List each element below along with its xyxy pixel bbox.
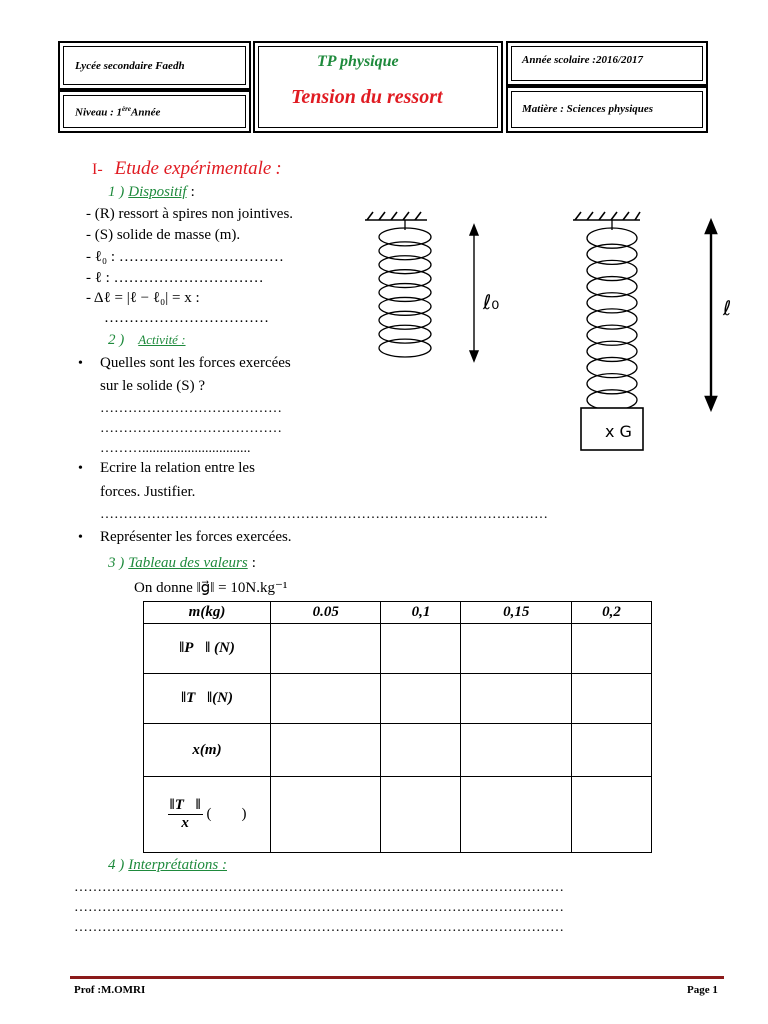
dispositif-line-3: - ℓ₀ : …………………………… <box>86 249 284 265</box>
section-colon: : <box>275 158 282 179</box>
row-label-t: ‖T⃗‖(N) <box>144 674 271 724</box>
tp-label: TP physique <box>317 53 399 70</box>
bullet-3: • <box>78 530 83 545</box>
dispositif-title: Dispositif <box>128 184 187 200</box>
mass-1: 0.05 <box>271 602 381 624</box>
ratio-unit: ( ) <box>206 805 247 822</box>
level-sup: ère <box>122 105 131 113</box>
ceiling-right <box>573 212 640 220</box>
activite-heading <box>108 331 186 349</box>
interpretation-dots-3: …………………………………………………………………………………………… <box>74 920 564 935</box>
interpretation-dots-1: …………………………………………………………………………………………… <box>74 880 564 895</box>
cell-empty[interactable] <box>271 776 381 852</box>
mass-2: 0,1 <box>381 602 461 624</box>
tableau-colon: : <box>251 555 256 571</box>
interpretations-title: Interprétations : <box>128 857 227 873</box>
values-table <box>143 601 652 853</box>
dispositif-heading <box>108 183 195 201</box>
year-box <box>506 41 708 86</box>
cell-empty[interactable] <box>381 776 461 852</box>
question-1a: Quelles sont les forces exercées <box>100 355 291 371</box>
cell-empty[interactable] <box>271 724 381 776</box>
ratio-numerator: ‖T⃗‖ <box>169 796 201 813</box>
table-row <box>144 624 652 674</box>
dispositif-line-1: - (R) ressort à spires non jointives. <box>86 206 294 222</box>
interpretations-heading <box>108 856 227 874</box>
interpretations-number: 4 ) <box>108 857 125 873</box>
label-g: x G <box>605 422 632 441</box>
cell-empty[interactable] <box>571 674 651 724</box>
question-2b: forces. Justifier. <box>100 484 196 500</box>
ratio-denominator: x <box>181 814 189 831</box>
tableau-title: Tableau des valeurs <box>128 555 248 571</box>
arrow-l <box>706 221 716 409</box>
level-box <box>58 90 251 133</box>
mass-4: 0,2 <box>571 602 651 624</box>
tableau-number: 3 ) <box>108 555 125 571</box>
cell-empty[interactable] <box>571 624 651 674</box>
label-l0: ℓ₀ <box>483 290 500 314</box>
question-1b: sur le solide (S) ? <box>100 378 205 394</box>
section-roman: I- <box>92 161 103 178</box>
dispositif-line-5: - Δℓ = |ℓ − ℓ₀| = x : <box>86 290 200 306</box>
cell-empty[interactable] <box>461 674 571 724</box>
cell-empty[interactable] <box>381 724 461 776</box>
answer-dots-1: ………………………………… <box>100 401 282 416</box>
spring-right <box>587 220 637 410</box>
interpretation-dots-2: …………………………………………………………………………………………… <box>74 900 564 915</box>
dispositif-number: 1 ) <box>108 184 125 200</box>
ceiling-left <box>365 212 427 220</box>
level-text <box>75 105 160 119</box>
level-prefix: Niveau : 1 <box>75 106 123 119</box>
answer-dots-4: …………………………………………………………………………………… <box>100 507 548 522</box>
table-row <box>144 602 652 624</box>
row-label-ratio <box>144 776 271 852</box>
dispositif-colon: : <box>190 184 195 200</box>
activite-number: 2 ) <box>108 332 125 348</box>
bullet-1: • <box>78 356 83 371</box>
footer-prof: Prof :M.OMRI <box>74 984 146 996</box>
answer-dots-2: ………………………………… <box>100 421 282 436</box>
cell-empty[interactable] <box>381 674 461 724</box>
question-3: Représenter les forces exercées. <box>100 529 292 545</box>
given-value: On donne ‖g⃗‖ = 10N.kg⁻¹ <box>134 580 288 596</box>
school-year: Année scolaire :2016/2017 <box>522 54 643 66</box>
spring-figure <box>355 205 745 460</box>
mass-3: 0,15 <box>461 602 571 624</box>
row-label-x: x(m) <box>144 724 271 776</box>
section-title: Etude expérimentale <box>114 158 272 179</box>
cell-empty[interactable] <box>381 624 461 674</box>
label-l: ℓ <box>723 296 732 320</box>
cell-empty[interactable] <box>571 776 651 852</box>
cell-empty[interactable] <box>461 776 571 852</box>
cell-empty[interactable] <box>271 624 381 674</box>
level-suffix: Année <box>131 106 161 119</box>
header-mass: m(kg) <box>144 602 271 624</box>
answer-dots-3: ………............................... <box>100 441 251 456</box>
school-box <box>58 41 251 90</box>
title-box <box>253 41 503 133</box>
school-name: Lycée secondaire Faedh <box>75 60 185 72</box>
bullet-2: • <box>78 461 83 476</box>
cell-empty[interactable] <box>271 674 381 724</box>
footer-page: Page 1 <box>687 984 718 996</box>
dispositif-line-2: - (S) solide de masse (m). <box>86 227 241 243</box>
question-2a: Ecrire la relation entre les <box>100 460 255 476</box>
table-row <box>144 674 652 724</box>
cell-empty[interactable] <box>571 724 651 776</box>
section-heading <box>92 158 282 180</box>
table-row <box>144 776 652 852</box>
page-title: Tension du ressort <box>291 86 443 108</box>
cell-empty[interactable] <box>461 624 571 674</box>
cell-empty[interactable] <box>461 724 571 776</box>
row-label-p: ‖P⃗‖ (N) <box>144 624 271 674</box>
dispositif-line-6: …………………………… <box>104 310 269 326</box>
activite-title: Activité : <box>138 332 186 347</box>
footer-divider <box>70 976 724 979</box>
subject-text: Matière : Sciences physiques <box>522 103 654 115</box>
tableau-heading <box>108 554 256 572</box>
arrow-l0 <box>470 225 478 361</box>
table-row <box>144 724 652 776</box>
dispositif-line-4: - ℓ : ………………………… <box>86 270 264 286</box>
spring-left <box>379 220 431 357</box>
subject-box <box>506 86 708 133</box>
